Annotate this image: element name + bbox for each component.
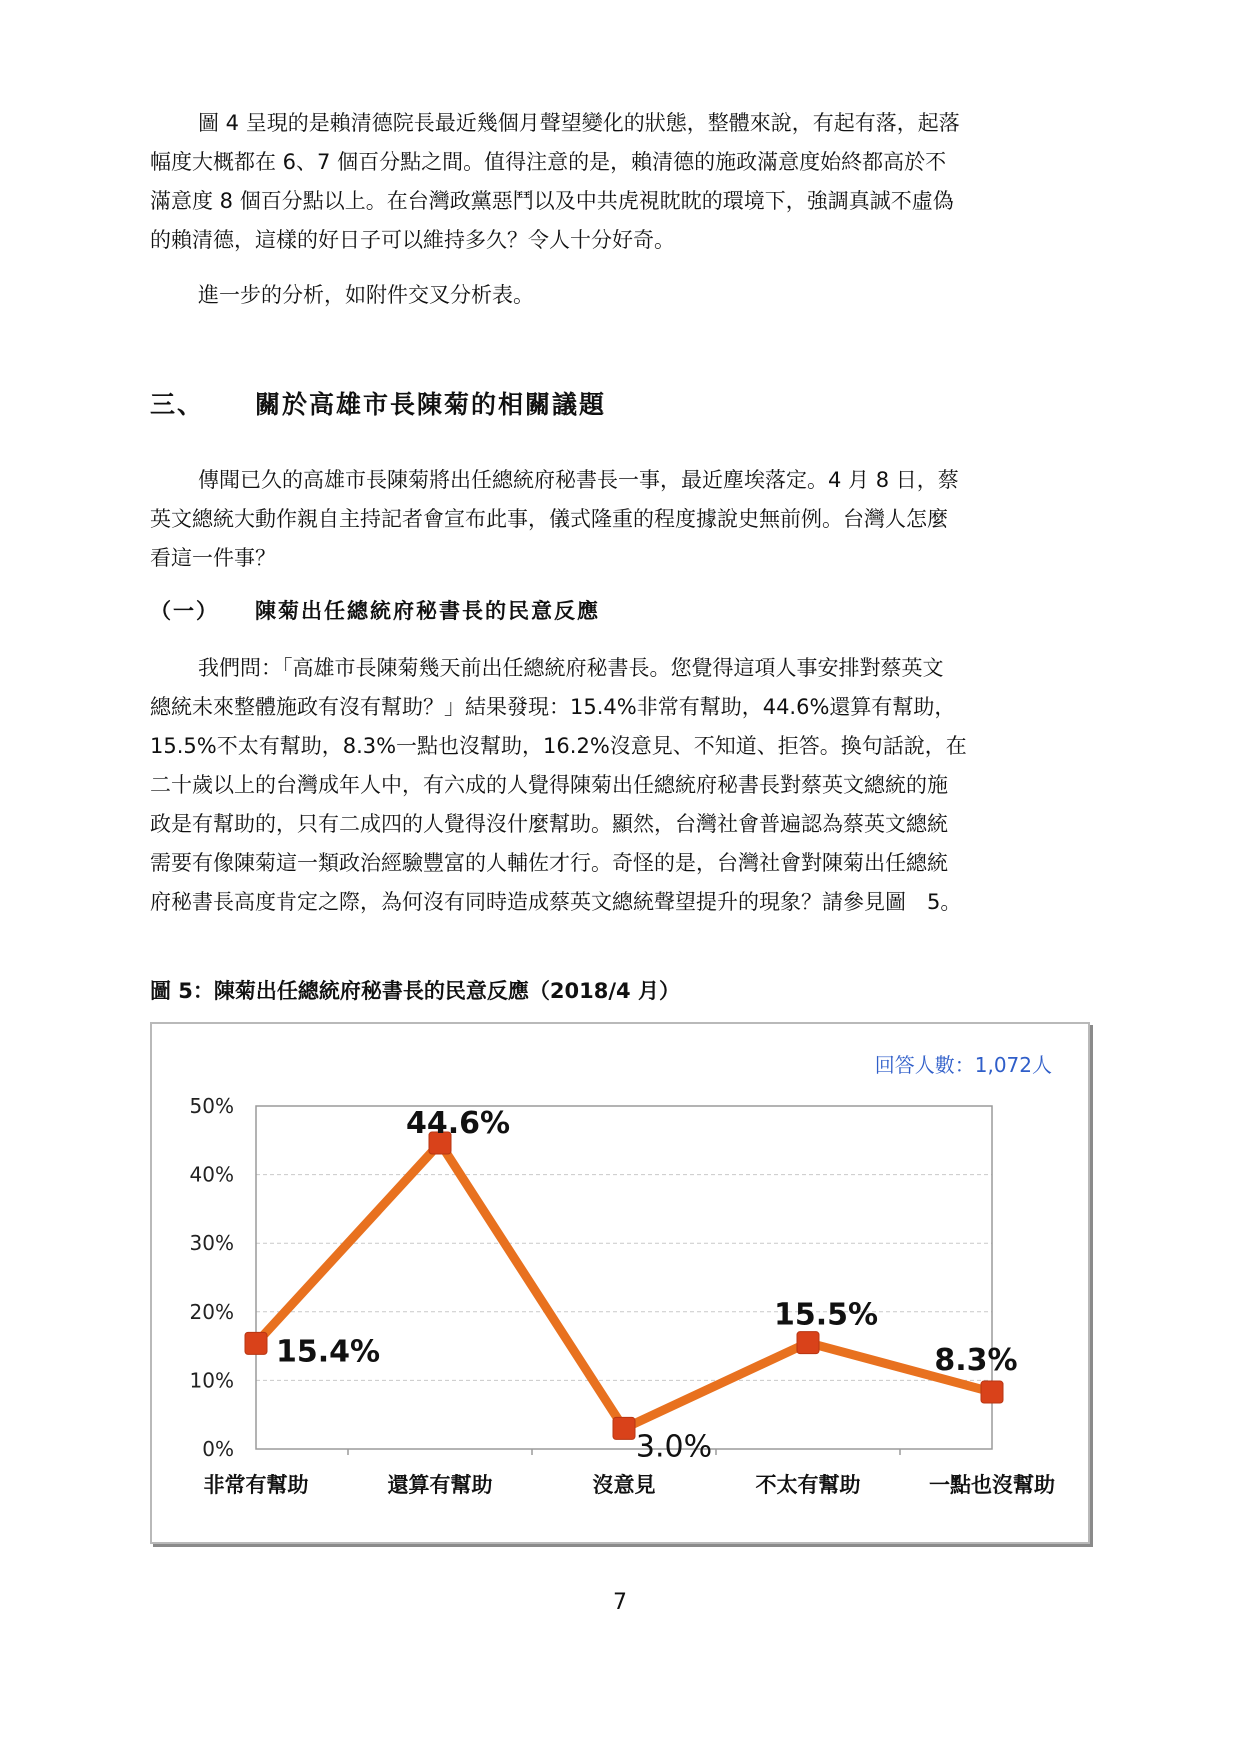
data-label: 15.5% xyxy=(773,1297,879,1333)
y-tick-label: 50% xyxy=(189,1094,234,1118)
series-line xyxy=(256,1143,992,1428)
x-category-label: 一點也沒幫助 xyxy=(929,1473,1055,1497)
text-line: 滿意度 8 個百分點以上。在台灣政黨惡鬥以及中共虎視眈眈的環境下，強調真誠不虛偽 xyxy=(150,189,954,213)
paragraph-chen-chu-intro xyxy=(150,461,1090,578)
section-number: 三、 xyxy=(150,390,205,419)
text-line: 進一步的分析，如附件交叉分析表。 xyxy=(198,283,534,307)
text-line: 圖 4 呈現的是賴清德院長最近幾個月聲望變化的狀態，整體來說，有起有落，起落 xyxy=(198,111,960,135)
data-point xyxy=(245,1332,267,1354)
data-point xyxy=(981,1381,1003,1403)
x-category-label: 非常有幫助 xyxy=(203,1473,309,1497)
section-title: 關於高雄市長陳菊的相關議題 xyxy=(255,390,607,419)
data-label: 15.4% xyxy=(275,1334,381,1370)
text-line: 我們問：「高雄市長陳菊幾天前出任總統府秘書長。您覺得這項人事安排對蔡英文 xyxy=(198,656,944,680)
paragraph-premier-approval xyxy=(150,104,1090,260)
x-category-label: 還算有幫助 xyxy=(387,1473,493,1497)
text-line: 15.5%不太有幫助，8.3%一點也沒幫助，16.2%沒意見、不知道、拒答。換句話說，在 xyxy=(150,734,967,758)
page-number: 7 xyxy=(613,1590,627,1615)
subsection-title: 陳菊出任總統府秘書長的民意反應 xyxy=(255,598,600,623)
plot-area xyxy=(256,1106,992,1449)
subsection-number: （一） xyxy=(150,598,219,623)
x-category-label: 不太有幫助 xyxy=(755,1473,861,1497)
data-label: 44.6% xyxy=(405,1106,511,1142)
data-point xyxy=(613,1417,635,1439)
text-line: 總統未來整體施政有沒有幫助？」結果發現：15.4%非常有幫助，44.6%還算有幫助， xyxy=(150,695,956,719)
x-category-label: 沒意見 xyxy=(592,1473,656,1497)
y-tick-label: 10% xyxy=(189,1368,234,1393)
text-line: 二十歲以上的台灣成年人中，有六成的人覺得陳菊出任總統府秘書長對蔡英文總統的施 xyxy=(150,773,948,797)
text-line: 的賴清德，這樣的好日子可以維持多久？令人十分好奇。 xyxy=(150,228,675,252)
data-label: 3.0% xyxy=(635,1429,713,1465)
text-line: 看這一件事？ xyxy=(150,546,276,570)
paragraph-survey-results xyxy=(150,649,1090,922)
text-line: 傳聞已久的高雄市長陳菊將出任總統府秘書長一事，最近塵埃落定。4 月 8 日，蔡 xyxy=(198,468,959,492)
figure-title: 圖 5：陳菊出任總統府秘書長的民意反應（2018/4 月） xyxy=(150,979,680,1003)
text-line: 幅度大概都在 6、7 個百分點之間。值得注意的是，賴清德的施政滿意度始終都高於不 xyxy=(150,150,947,174)
text-line: 英文總統大動作親自主持記者會宣布此事，儀式隆重的程度據說史無前例。台灣人怎麼 xyxy=(150,507,948,531)
line-chart xyxy=(150,1022,1090,1544)
respondent-count-note: 回答人數：1,072人 xyxy=(874,1053,1052,1077)
y-tick-label: 20% xyxy=(189,1299,234,1324)
data-point xyxy=(797,1332,819,1354)
chart-canvas xyxy=(152,1024,1088,1542)
y-tick-label: 30% xyxy=(189,1231,234,1256)
subsection-heading xyxy=(150,595,600,625)
y-tick-label: 40% xyxy=(189,1162,234,1187)
text-line: 府秘書長高度肯定之際，為何沒有同時造成蔡英文總統聲望提升的現象？請參見圖 5。 xyxy=(150,890,962,914)
text-line: 政是有幫助的，只有二成四的人覺得沒什麼幫助。顯然，台灣社會普遍認為蔡英文總統 xyxy=(150,812,948,836)
data-label: 8.3% xyxy=(934,1343,1018,1379)
section-heading xyxy=(150,385,606,421)
paragraph-further-analysis xyxy=(150,276,1090,315)
y-tick-label: 0% xyxy=(202,1437,234,1461)
text-line: 需要有像陳菊這一類政治經驗豐富的人輔佐才行。奇怪的是，台灣社會對陳菊出任總統 xyxy=(150,851,948,875)
